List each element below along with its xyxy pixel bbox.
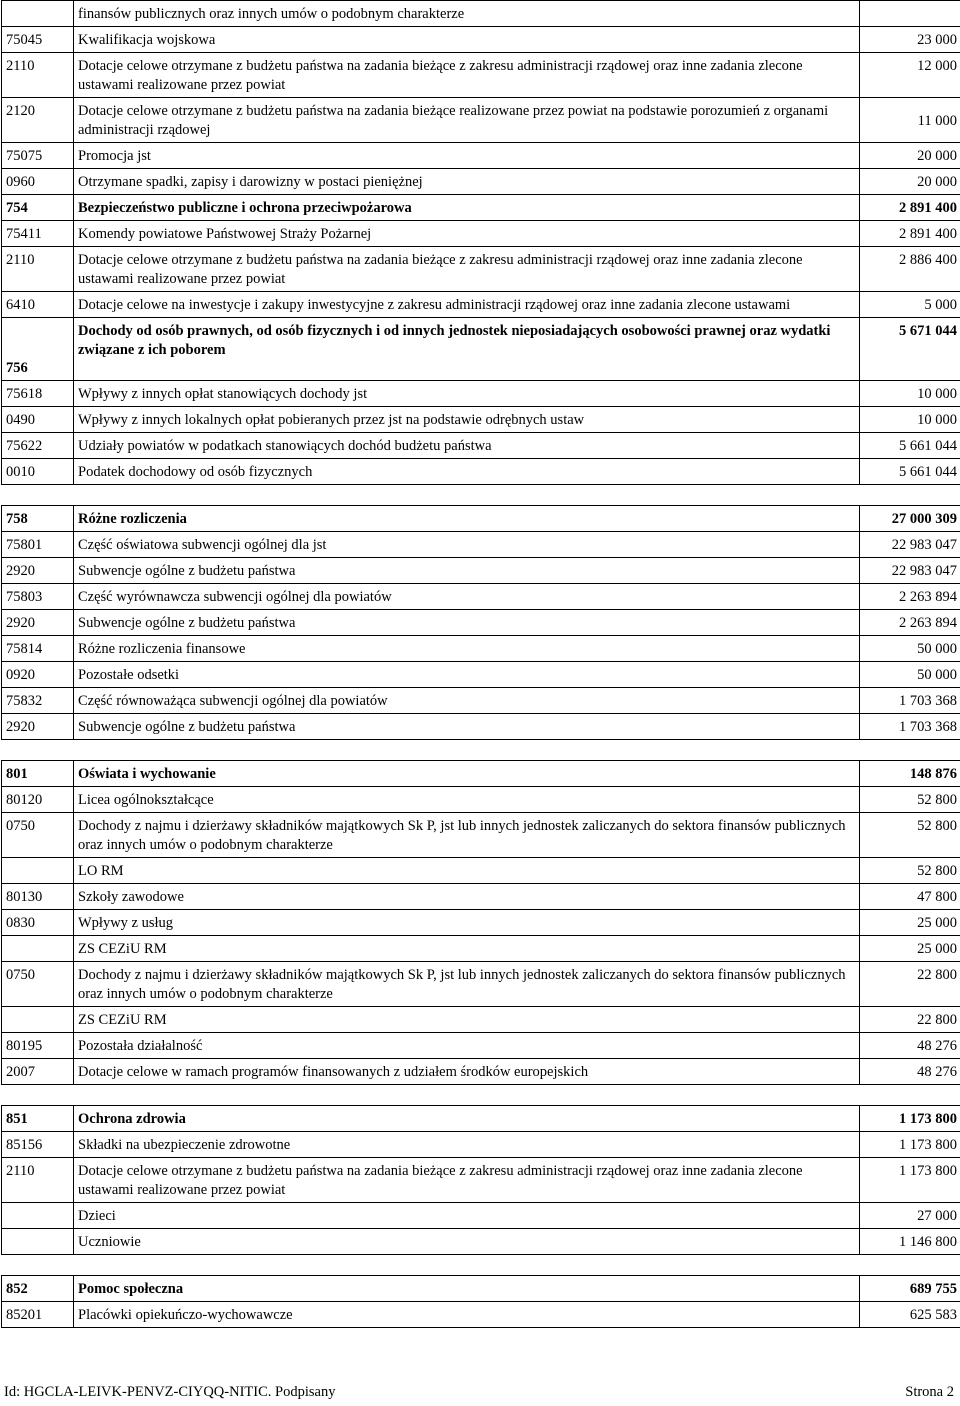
amount-cell: 22 800 (860, 962, 960, 1007)
code-cell: 75075 (2, 143, 74, 169)
section-header-row (2, 761, 960, 787)
table-row (2, 292, 960, 318)
description-cell: Ochrona zdrowia (74, 1106, 860, 1132)
amount-cell: 10 000 (860, 407, 960, 433)
code-cell: 85156 (2, 1132, 74, 1158)
description-cell: Wpływy z innych lokalnych opłat pobieranych przez jst na podstawie odrębnych ustaw (74, 407, 860, 433)
table-row (2, 936, 960, 962)
amount-cell: 1 173 800 (860, 1132, 960, 1158)
code-cell: 2920 (2, 714, 74, 740)
amount-cell: 11 000 (860, 98, 960, 143)
code-cell (2, 1203, 74, 1229)
code-cell: 6410 (2, 292, 74, 318)
amount-cell: 25 000 (860, 910, 960, 936)
table-row (2, 884, 960, 910)
code-cell (2, 1229, 74, 1255)
description-cell: Dotacje celowe otrzymane z budżetu państwa na zadania bieżące z zakresu administracji rządowej oraz inne zadania zlecone ustawami realizowane przez powiat (74, 1158, 860, 1203)
description-cell: Część oświatowa subwencji ogólnej dla jst (74, 532, 860, 558)
table-row (2, 143, 960, 169)
code-cell: 75832 (2, 688, 74, 714)
table-row (2, 433, 960, 459)
table-row (2, 1033, 960, 1059)
amount-cell: 50 000 (860, 662, 960, 688)
amount-cell: 5 000 (860, 292, 960, 318)
code-cell: 0490 (2, 407, 74, 433)
section-header-row (2, 318, 960, 381)
section-gap (0, 740, 960, 760)
table-row (2, 1203, 960, 1229)
description-cell: Pozostałe odsetki (74, 662, 860, 688)
code-cell: 2920 (2, 610, 74, 636)
code-cell: 2920 (2, 558, 74, 584)
description-cell: Dzieci (74, 1203, 860, 1229)
document-id: Id: HGCLA-LEIVK-PENVZ-CIYQQ-NITIC. Podpisany (4, 1384, 336, 1400)
amount-cell: 2 891 400 (860, 221, 960, 247)
amount-cell: 52 800 (860, 787, 960, 813)
amount-cell: 20 000 (860, 169, 960, 195)
table-row (2, 858, 960, 884)
code-cell: 2110 (2, 247, 74, 292)
amount-cell: 2 263 894 (860, 610, 960, 636)
table-row (2, 636, 960, 662)
code-cell: 851 (2, 1106, 74, 1132)
amount-cell: 20 000 (860, 143, 960, 169)
code-cell: 80120 (2, 787, 74, 813)
code-cell: 80130 (2, 884, 74, 910)
table-row (2, 1132, 960, 1158)
amount-cell: 48 276 (860, 1059, 960, 1085)
table-row (2, 247, 960, 292)
description-cell: Subwencje ogólne z budżetu państwa (74, 714, 860, 740)
description-cell: Dotacje celowe otrzymane z budżetu państwa na zadania bieżące realizowane przez powiat na podstawie porozumień z organami administracji rządowej (74, 98, 860, 143)
table-row (2, 584, 960, 610)
table-row (2, 381, 960, 407)
code-cell: 801 (2, 761, 74, 787)
amount-cell: 2 263 894 (860, 584, 960, 610)
description-cell: Wpływy z usług (74, 910, 860, 936)
amount-cell: 625 583 (860, 1302, 960, 1328)
code-cell: 75801 (2, 532, 74, 558)
budget-table (1, 1275, 960, 1328)
code-cell: 80195 (2, 1033, 74, 1059)
amount-cell: 12 000 (860, 53, 960, 98)
description-cell: Podatek dochodowy od osób fizycznych (74, 459, 860, 485)
description-cell: Dotacje celowe otrzymane z budżetu państwa na zadania bieżące z zakresu administracji rządowej oraz inne zadania zlecone ustawami realizowane przez powiat (74, 247, 860, 292)
table-row (2, 98, 960, 143)
amount-cell: 47 800 (860, 884, 960, 910)
page-number: Strona 2 (905, 1384, 954, 1400)
description-cell: Część równoważąca subwencji ogólnej dla powiatów (74, 688, 860, 714)
description-cell: Licea ogólnokształcące (74, 787, 860, 813)
description-cell: ZS CEZiU RM (74, 1007, 860, 1033)
amount-cell: 689 755 (860, 1276, 960, 1302)
amount-cell: 2 891 400 (860, 195, 960, 221)
table-row (2, 813, 960, 858)
section-header-row (2, 195, 960, 221)
code-cell: 754 (2, 195, 74, 221)
table-row (2, 459, 960, 485)
description-cell: Subwencje ogólne z budżetu państwa (74, 558, 860, 584)
amount-cell: 52 800 (860, 858, 960, 884)
section-gap (0, 1085, 960, 1105)
description-cell: Uczniowie (74, 1229, 860, 1255)
description-cell: ZS CEZiU RM (74, 936, 860, 962)
description-cell: Różne rozliczenia (74, 506, 860, 532)
table-row (2, 1007, 960, 1033)
amount-cell: 50 000 (860, 636, 960, 662)
code-cell: 75618 (2, 381, 74, 407)
description-cell: Dochody z najmu i dzierżawy składników majątkowych Sk P, jst lub innych jednostek zaliczanych do sektora finansów publicznych oraz innych umów o podobnym charakterze (74, 962, 860, 1007)
code-cell: 0920 (2, 662, 74, 688)
table-row (2, 688, 960, 714)
table-row (2, 169, 960, 195)
description-cell: Dotacje celowe na inwestycje i zakupy inwestycyjne z zakresu administracji rządowej oraz inne zadania zlecone ustawami (74, 292, 860, 318)
amount-cell: 1 703 368 (860, 714, 960, 740)
amount-cell: 23 000 (860, 27, 960, 53)
description-cell: Pozostała działalność (74, 1033, 860, 1059)
amount-cell (860, 1, 960, 27)
section-header-row (2, 506, 960, 532)
amount-cell: 22 983 047 (860, 532, 960, 558)
description-cell: Udziały powiatów w podatkach stanowiących dochód budżetu państwa (74, 433, 860, 459)
code-cell: 2110 (2, 53, 74, 98)
amount-cell: 22 983 047 (860, 558, 960, 584)
amount-cell: 27 000 (860, 1203, 960, 1229)
code-cell (2, 1007, 74, 1033)
amount-cell: 148 876 (860, 761, 960, 787)
amount-cell: 10 000 (860, 381, 960, 407)
code-cell: 0750 (2, 813, 74, 858)
code-cell: 758 (2, 506, 74, 532)
table-row (2, 1059, 960, 1085)
description-cell: Część wyrównawcza subwencji ogólnej dla powiatów (74, 584, 860, 610)
amount-cell: 52 800 (860, 813, 960, 858)
description-cell: Kwalifikacja wojskowa (74, 27, 860, 53)
section-header-row (2, 1276, 960, 1302)
table-row (2, 221, 960, 247)
amount-cell: 27 000 309 (860, 506, 960, 532)
code-cell: 75814 (2, 636, 74, 662)
code-cell: 85201 (2, 1302, 74, 1328)
code-cell: 75411 (2, 221, 74, 247)
amount-cell: 1 173 800 (860, 1106, 960, 1132)
code-cell: 0010 (2, 459, 74, 485)
code-cell: 2120 (2, 98, 74, 143)
budget-table (1, 505, 960, 740)
description-cell: Dochody z najmu i dzierżawy składników majątkowych Sk P, jst lub innych jednostek zaliczanych do sektora finansów publicznych oraz innych umów o podobnym charakterze (74, 813, 860, 858)
amount-cell: 2 886 400 (860, 247, 960, 292)
description-cell: Wpływy z innych opłat stanowiących dochody jst (74, 381, 860, 407)
code-cell: 756 (2, 318, 74, 381)
description-cell: Składki na ubezpieczenie zdrowotne (74, 1132, 860, 1158)
table-row (2, 714, 960, 740)
table-row (2, 1158, 960, 1203)
amount-cell: 1 146 800 (860, 1229, 960, 1255)
description-cell: Różne rozliczenia finansowe (74, 636, 860, 662)
amount-cell: 1 703 368 (860, 688, 960, 714)
code-cell: 852 (2, 1276, 74, 1302)
code-cell: 75622 (2, 433, 74, 459)
amount-cell: 5 671 044 (860, 318, 960, 381)
table-row (2, 1229, 960, 1255)
table-row (2, 962, 960, 1007)
budget-table (1, 1105, 960, 1255)
section-header-row (2, 1106, 960, 1132)
amount-cell: 5 661 044 (860, 459, 960, 485)
page-footer (4, 1384, 954, 1401)
amount-cell: 5 661 044 (860, 433, 960, 459)
description-cell: Oświata i wychowanie (74, 761, 860, 787)
code-cell: 0750 (2, 962, 74, 1007)
section-gap (0, 485, 960, 505)
description-cell: Pomoc społeczna (74, 1276, 860, 1302)
code-cell: 2110 (2, 1158, 74, 1203)
code-cell (2, 936, 74, 962)
amount-cell: 1 173 800 (860, 1158, 960, 1203)
description-cell: Dotacje celowe otrzymane z budżetu państwa na zadania bieżące z zakresu administracji rządowej oraz inne zadania zlecone ustawami realizowane przez powiat (74, 53, 860, 98)
description-cell: Szkoły zawodowe (74, 884, 860, 910)
description-cell: Dotacje celowe w ramach programów finansowanych z udziałem środków europejskich (74, 1059, 860, 1085)
description-cell: Bezpieczeństwo publiczne i ochrona przeciwpożarowa (74, 195, 860, 221)
amount-cell: 48 276 (860, 1033, 960, 1059)
table-row (2, 558, 960, 584)
table-row (2, 1, 960, 27)
table-row (2, 532, 960, 558)
table-row (2, 787, 960, 813)
table-row (2, 27, 960, 53)
amount-cell: 22 800 (860, 1007, 960, 1033)
description-cell: Dochody od osób prawnych, od osób fizycznych i od innych jednostek nieposiadających osobowości prawnej oraz wydatki związane z ich poborem (74, 318, 860, 381)
table-row (2, 53, 960, 98)
code-cell: 75045 (2, 27, 74, 53)
section-gap (0, 1255, 960, 1275)
amount-cell: 25 000 (860, 936, 960, 962)
table-row (2, 910, 960, 936)
description-cell: Subwencje ogólne z budżetu państwa (74, 610, 860, 636)
table-row (2, 662, 960, 688)
table-row (2, 1302, 960, 1328)
description-cell: LO RM (74, 858, 860, 884)
budget-table (1, 0, 960, 485)
description-cell: Placówki opiekuńczo-wychowawcze (74, 1302, 860, 1328)
description-cell: finansów publicznych oraz innych umów o podobnym charakterze (74, 1, 860, 27)
description-cell: Otrzymane spadki, zapisy i darowizny w postaci pieniężnej (74, 169, 860, 195)
code-cell: 0830 (2, 910, 74, 936)
table-row (2, 610, 960, 636)
code-cell: 0960 (2, 169, 74, 195)
table-row (2, 407, 960, 433)
code-cell: 2007 (2, 1059, 74, 1085)
code-cell (2, 858, 74, 884)
description-cell: Komendy powiatowe Państwowej Straży Pożarnej (74, 221, 860, 247)
code-cell: 75803 (2, 584, 74, 610)
code-cell (2, 1, 74, 27)
description-cell: Promocja jst (74, 143, 860, 169)
budget-table (1, 760, 960, 1085)
